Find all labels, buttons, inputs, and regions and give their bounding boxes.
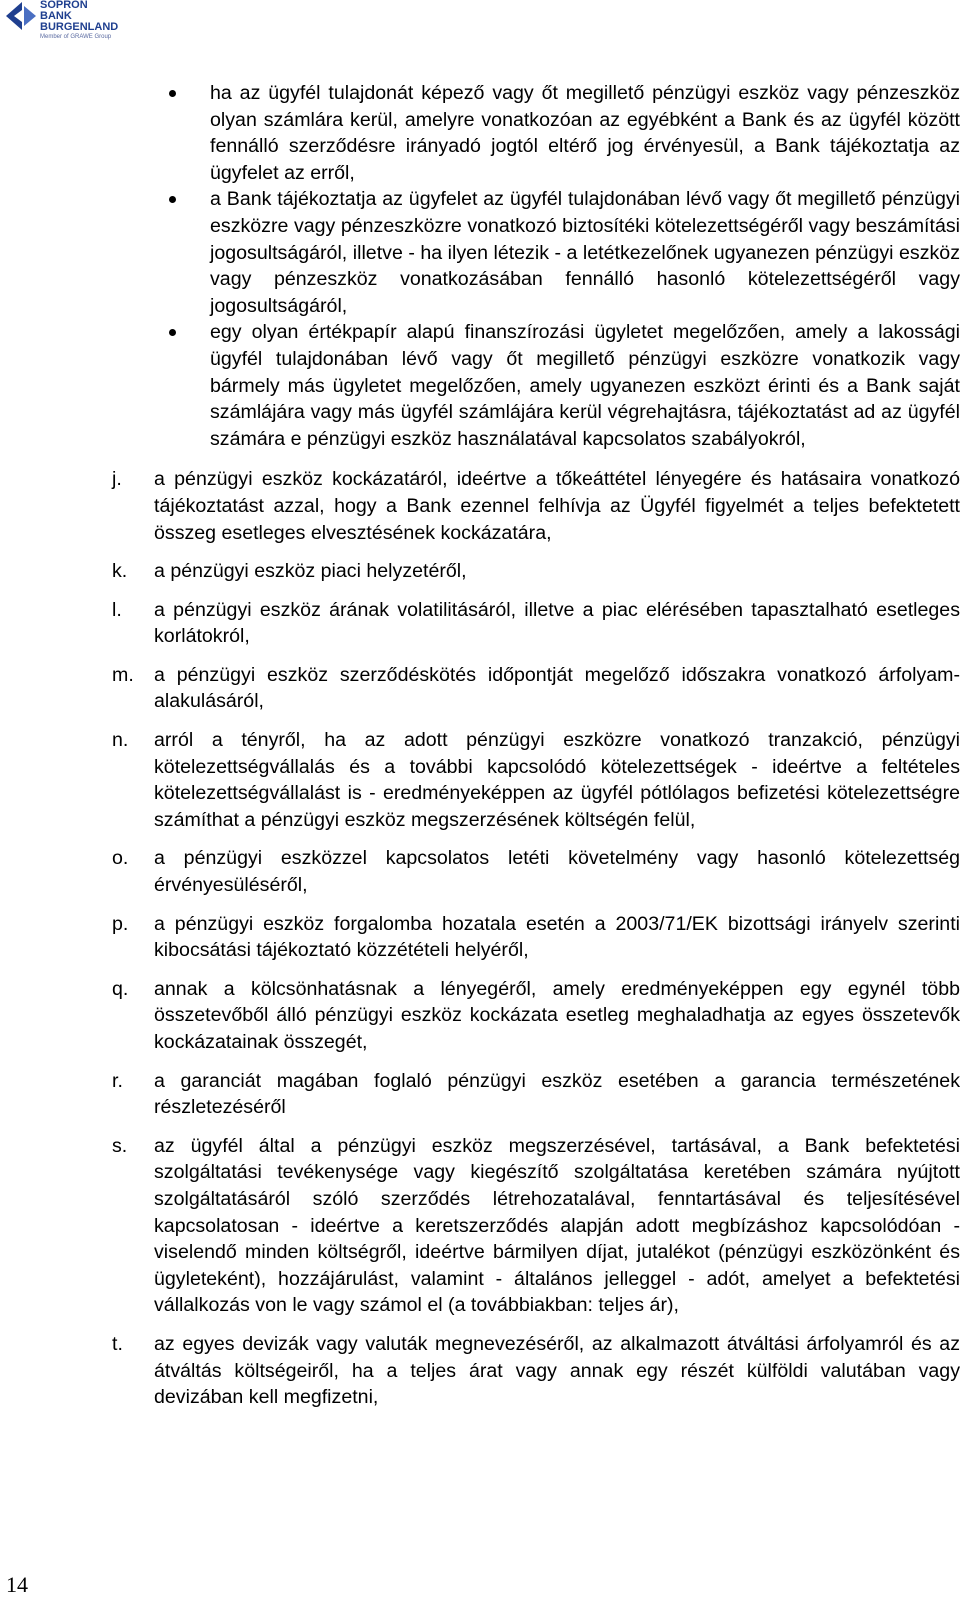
list-marker: n. (112, 729, 129, 752)
bullet-icon (169, 196, 176, 203)
list-item-text: annak a kölcsönhatásnak a lényegéről, amely eredményeképpen egy egynél több összetevőből álló pénzügyi eszköz kockázata esetleg meghaladhatja az egyes összetevők kockázatainak összegét, (154, 977, 960, 1053)
bank-logo (4, 0, 134, 44)
list-item (112, 558, 960, 585)
bullet-icon (169, 329, 176, 336)
list-marker: r. (112, 1069, 123, 1092)
list-item (112, 597, 960, 650)
list-marker: j. (112, 468, 122, 491)
list-marker: p. (112, 912, 129, 935)
list-item-text: a pénzügyi eszköz forgalomba hozatala esetén a 2003/71/EK bizottsági irányelv szerinti kibocsátási tájékoztató közzétételi helyéről, (154, 912, 960, 962)
list-item (112, 466, 960, 546)
list-item-text: a pénzügyi eszköz szerződéskötés időpontját megelőző időszakra vonatkozó árfolyam-alakulásáról, (154, 663, 960, 713)
bullet-icon (169, 90, 176, 97)
list-item (112, 911, 960, 964)
list-marker: k. (112, 560, 128, 583)
list-marker: s. (112, 1134, 128, 1157)
list-item-text: a pénzügyi eszköz árának volatilitásáról, illetve a piac elérésében tapasztalható esetleges korlátokról, (154, 598, 960, 648)
document-body (112, 80, 960, 1411)
logo-subtitle: Member of GRAWE Group (40, 34, 112, 40)
list-item-text: a pénzügyi eszközzel kapcsolatos letéti követelmény vagy hasonló kötelezettség érvényesüléséről, (154, 847, 960, 897)
list-item-text: az ügyfél által a pénzügyi eszköz megszerzésével, tartásával, a Bank befektetési szolgáltatási tevékenysége vagy kiegészítő szolgáltatása keretében számára nyújtott szolgáltatásáról szóló szerződés létrehozatalával, fenntartásával és teljesítésével kapcsolatosan - ideértve a keretszerződés alapján adott megbízáshoz kapcsolódóan - viselendő minden költségről, ideértve bármilyen díjat, jutalékot (pénzügyi eszközönként és ügyleteként), hozzájárulást, valamint - általános jelleggel - adót, amelyet a befektetési vállalkozás von le vagy számol el (a továbbiakban: teljes ár), (154, 1134, 960, 1317)
list-marker: m. (112, 663, 134, 686)
list-marker: o. (112, 847, 129, 870)
bullet-text: ha az ügyfél tulajdonát képező vagy őt megillető pénzügyi eszköz vagy pénzeszköz olyan számlára kerül, amelyre vonatkozóan az egyébként a Bank és az ügyfél között fennálló szerződésre irányadó jogtól eltérő jog érvényesül, a Bank tájékoztatja az ügyfelet az erről, (210, 82, 960, 184)
list-item-text: a pénzügyi eszköz piaci helyzetéről, (154, 560, 467, 583)
list-item-text: arról a tényről, ha az adott pénzügyi eszközre vonatkozó tranzakció, pénzügyi kötelezettségvállalás és a további kapcsolódó kötelezettségek - ideértve a feltételes kötelezettségvállalást is - eredményeképpen az ügyfél pótlólagos befizetési kötelezettségre számíthat a pénzügyi eszköz megszerzésének költségén felül, (154, 729, 960, 831)
page-number: 14 (6, 1572, 28, 1597)
list-item (112, 1133, 960, 1319)
bullet-text: a Bank tájékoztatja az ügyfelet az ügyfél tulajdonában lévő vagy őt megillető pénzügyi eszközre vagy pénzeszközre vonatkozó biztosítéki kötelezettségéről vagy beszámítási jogosultságáról, illetve - ha ilyen létezik - a letétkezelőnek ugyanezen pénzügyi eszköz vagy pénzeszköz vonatkozásában fennálló hasonló kötelezettségéről vagy jogosultságáról, (210, 188, 960, 317)
list-marker: q. (112, 977, 129, 1000)
list-item (112, 662, 960, 715)
list-item (112, 1331, 960, 1411)
list-item-text: az egyes devizák vagy valuták megnevezéséről, az alkalmazott átváltási árfolyamról és az átváltás költségeiről, ha a teljes árat vagy annak egy részét külföldi valutában vagy devizában kell megfizetni, (154, 1332, 960, 1409)
lettered-list (112, 466, 960, 1410)
bullet-item (112, 80, 960, 186)
bullet-item (112, 319, 960, 452)
list-item (112, 1068, 960, 1121)
list-marker: l. (112, 598, 122, 621)
bullet-item (112, 186, 960, 319)
list-item (112, 727, 960, 833)
bullet-list (112, 80, 960, 452)
bullet-text: egy olyan értékpapír alapú finanszírozási ügyletet megelőzően, amely a lakossági ügyfél tulajdonában lévő vagy őt megillető pénzügyi eszközre vonatkozik vagy bármely más ügyletet megelőzően, amely ugyanezen eszközt érinti és a Bank saját számlájára vagy más ügyfél számlájára kerül végrehajtásra, tájékoztatást ad az ügyfél számára e pénzügyi eszköz használatával kapcsolatos szabályokról, (210, 321, 960, 450)
list-item (112, 845, 960, 898)
bank-emblem-icon (4, 0, 38, 32)
list-item-text: a garanciát magában foglaló pénzügyi eszköz esetében a garancia természetének részletezéséről (154, 1069, 960, 1119)
list-item (112, 976, 960, 1056)
list-marker: t. (112, 1332, 123, 1355)
list-item-text: a pénzügyi eszköz kockázatáról, ideértve a tőkeáttétel lényegére és hatásaira vonatkozó tájékoztatást azzal, hogy a Bank ezennel felhívja az Ügyfél figyelmét a teljes befektetett összeg esetleges elvesztésének kockázatára, (154, 468, 960, 544)
logo-wordmark: SOPRON BANK BURGENLAND (40, 0, 119, 33)
